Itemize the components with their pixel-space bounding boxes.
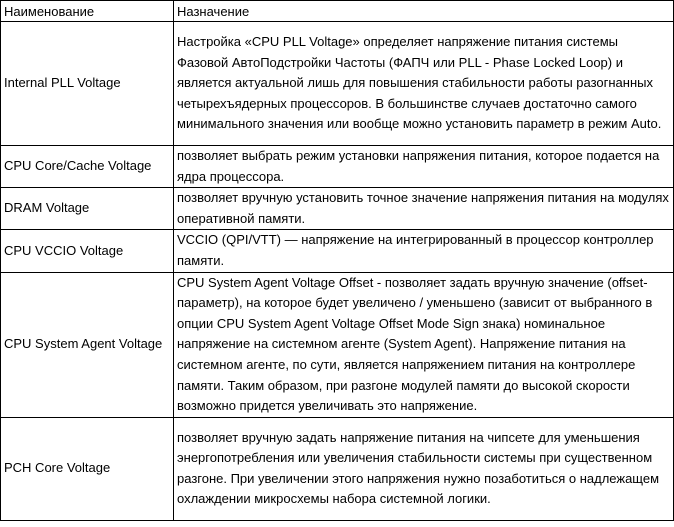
table-row	[1, 146, 674, 188]
setting-purpose-cell: CPU System Agent Voltage Offset - позволяет задать вручную значение (offset-параметр), на которое будет увеличено / уменьшено (зависит от выбранного в опции CPU System Agent Voltage Offset Mode Sign знака) номинальное напряжение на системном агенте (System Agent). Напряжение питания на системном агенте, по сути, является напряжением питания на контроллере памяти. Таким образом, при разгоне модулей памяти до высокой скорости возможно придется увеличивать это напряжение.	[174, 272, 674, 417]
setting-purpose-cell: позволяет выбрать режим установки напряжения питания, которое подается на ядра процессора.	[174, 146, 674, 188]
table-header-row	[1, 1, 674, 22]
table-row	[1, 188, 674, 230]
setting-name-cell: CPU System Agent Voltage	[1, 272, 174, 417]
setting-purpose-cell: позволяет вручную задать напряжение питания на чипсете для уменьшения энергопотребления или увеличения стабильности системы при существенном разгоне. При увеличении этого напряжения нужно позаботиться о надлежащем охлаждении микросхемы набора системной логики.	[174, 417, 674, 520]
setting-name-cell: DRAM Voltage	[1, 188, 174, 230]
column-header-name: Наименование	[1, 1, 174, 22]
table-row	[1, 230, 674, 272]
table-row	[1, 417, 674, 520]
setting-purpose-cell: VCCIO (QPI/VTT) — напряжение на интегрированный в процессор контроллер памяти.	[174, 230, 674, 272]
setting-purpose-cell: позволяет вручную установить точное значение напряжения питания на модулях оперативной памяти.	[174, 188, 674, 230]
column-header-purpose: Назначение	[174, 1, 674, 22]
table-row	[1, 22, 674, 146]
setting-name-cell: Internal PLL Voltage	[1, 22, 174, 146]
setting-name-cell: CPU Core/Cache Voltage	[1, 146, 174, 188]
table-row	[1, 272, 674, 417]
setting-name-cell: CPU VCCIO Voltage	[1, 230, 174, 272]
setting-purpose-cell: Настройка «CPU PLL Voltage» определяет напряжение питания системы Фазовой АвтоПодстройки Частоты (ФАПЧ или PLL - Phase Locked Loop) и является актуальной лишь для повышения стабильности работы разогнанных четырехъядерных процессоров. В большинстве случаев достаточно самого минимального значения или вообще можно установить параметр в режим Auto.	[174, 22, 674, 146]
setting-name-cell: PCH Core Voltage	[1, 417, 174, 520]
